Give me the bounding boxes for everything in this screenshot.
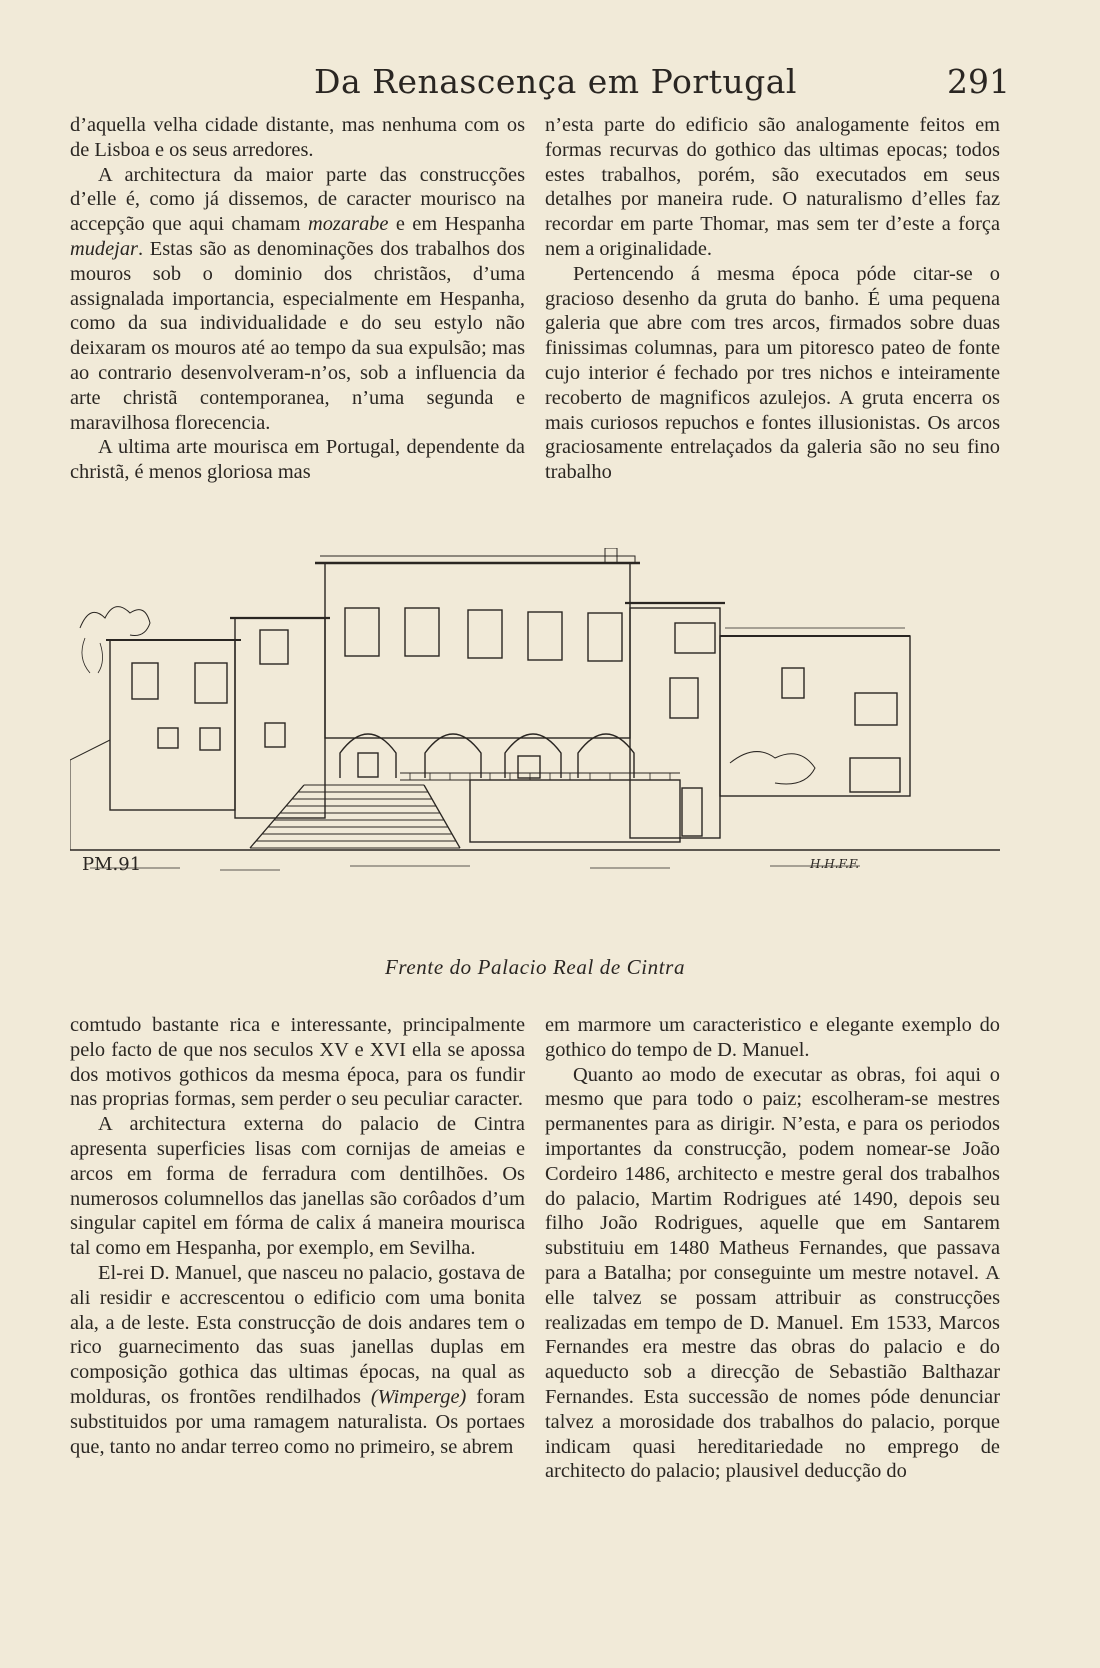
paragraph: em marmore um caracteristico e elegante exemplo do gothico do tempo de D. Manuel. [545, 1014, 1000, 1061]
column-top-left [70, 113, 525, 485]
palace-engraving [70, 548, 1000, 943]
paragraph: A architectura externa do palacio de Cintra apresenta superficies lisas com cornijas de ameias e arcos em forma de ferradura com dentilhões. Os numerosos columnellos das janellas são corôados d’um singular capitel em fórma de calix á maneira mourisca tal como em Hespanha, por exemplo, em Sevilha. [70, 1113, 525, 1260]
column-top-right [545, 113, 1000, 485]
page-number: 291 [947, 62, 1010, 101]
italic-term: mozarabe [307, 213, 389, 236]
engraver-mark: H.H.F.F. [810, 857, 860, 871]
paragraph: comtudo bastante rica e interessante, principalmente pelo facto de que nos seculos XV e XVI ella se apossa dos motivos gothicos da mesma época, para os fundir nas proprias formas, sem perder o seu peculiar caracter. [70, 1014, 525, 1111]
paragraph: Quanto ao modo de executar as obras, foi aqui o mesmo que para todo o paiz; escolheram-se mestres permanentes para as dirigir. N’esta, e para os periodos importantes da construcção, podem nomear-se João Cordeiro 1486, architecto e mestre geral dos trabalhos do palacio, Martim Rodrigues até 1490, depois seu filho João Rodrigues, aquelle que em Santarem substituiu em 1480 Matheus Fernandes, que passava para a Batalha; por conseguinte um mestre notavel. A elle talvez se possam attribuir as construcções realizadas em tempo de D. Manuel. Em 1533, Marcos Fernandes era mestre das obras do palacio e do aqueducto sob a direcção de Sebastião Balthazar Fernandes. Esta successão de nomes póde denunciar talvez a morosidade dos trabalhos do palacio, porque indicam quasi hereditariedade no emprego de architecto do palacio; plausivel deducção do [545, 1063, 1000, 1483]
italic-term: (Wimperge) [370, 1385, 467, 1408]
paragraph: d’aquella velha cidade distante, mas nenhuma com os de Lisboa e os seus arredores. [70, 114, 525, 161]
running-title: Da Renascença em Portugal [314, 62, 797, 101]
figure-caption: Frente do Palacio Real de Cintra [384, 955, 686, 979]
paragraph: A architectura da maior parte das construcções d’elle é, como já dissemos, de caracter mourisco na accepção que aqui chamam mozarabe e em Hespanha mudejar. Estas são as denominações dos trabalhos dos mouros sob o dominio dos christãos, d’uma assignalada importancia, especialmente em Hespanha, como da sua individualidade e do seu estylo não deixaram os mouros até ao tempo da sua expulsão; mas ao contrario desenvolveram-n’os, sob a influencia da arte christã contemporanea, n’uma segunda e maravilhosa florecencia. [70, 163, 526, 434]
paragraph: A ultima arte mourisca em Portugal, dependente da christã, é menos gloriosa mas [70, 436, 525, 484]
artist-signature: PM.91 [82, 854, 142, 875]
paragraph: n’esta parte do edificio são analogamente feitos em formas recurvas do gothico das ultimas epocas; todos estes trabalhos, porém, são executados em seus detalhes por maneira rude. O naturalismo d’elles faz recordar em parte Thomar, mas sem ter d’este a força nem a originalidade. [545, 114, 1000, 260]
column-bottom-left [70, 1013, 525, 1459]
palace-illustration [70, 548, 1000, 943]
italic-term: mudejar [70, 237, 138, 260]
running-header [300, 62, 1020, 106]
paragraph: El-rei D. Manuel, que nasceu no palacio, gostava de ali residir e accrescentou o edificio com uma bonita ala, a de leste. Esta construcção de dois andares tem o rico guarnecimento das suas janellas duplas em composição gothica das ultimas épocas, na qual as molduras, os frontões rendilhados (Wimperge) foram substituidos por uma ramagem naturalista. Os portaes que, tanto no andar terreo como no primeiro, se abrem [70, 1261, 525, 1458]
column-bottom-right [545, 1013, 1000, 1484]
paragraph: Pertencendo á mesma época póde citar-se o gracioso desenho da gruta do banho. É uma pequena galeria que abre com tres arcos, firmados sobre duas finissimas columnas, para um pitoresco pateo de fonte cujo interior é fechado por tres nichos e inteiramente recoberto de magnificos azulejos. A gruta encerra os mais curiosos repuchos e fontes illusionistas. Os arcos graciosamente entrelaçados da galeria são no seu fino trabalho [545, 262, 1000, 484]
